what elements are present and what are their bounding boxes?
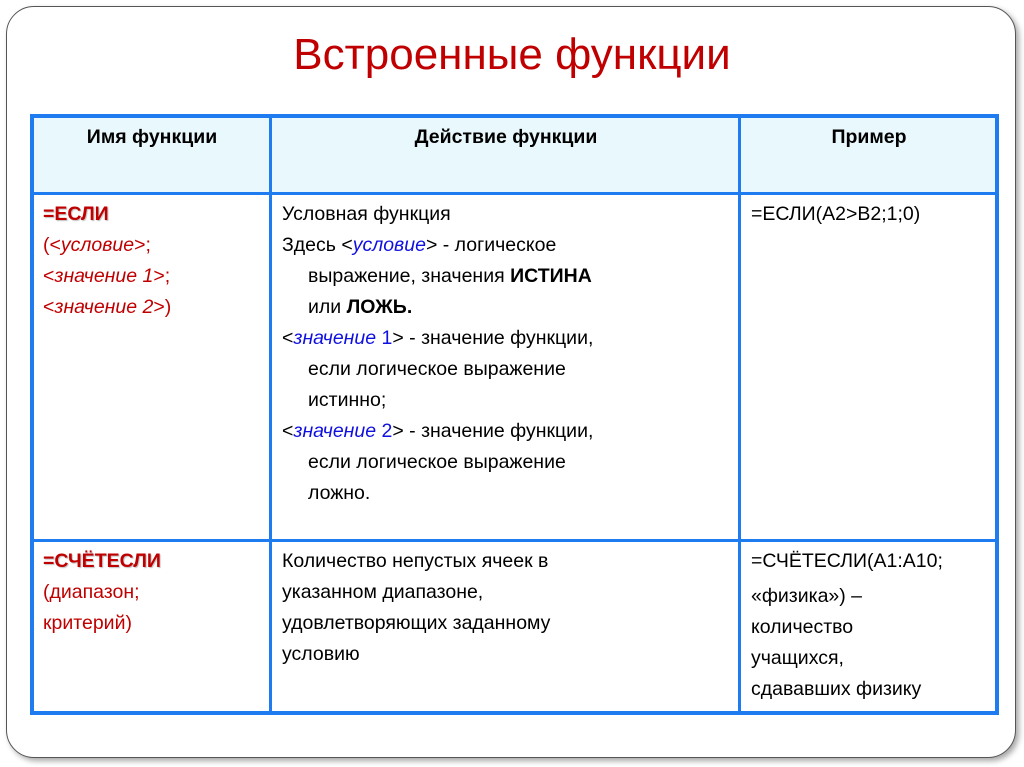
desc-line: указанном диапазоне, xyxy=(282,581,484,603)
function-arg: критерий) xyxy=(43,612,132,634)
desc-line: если логическое выражение xyxy=(308,358,566,380)
desc-line: условию xyxy=(282,643,360,665)
desc-line: или ЛОЖЬ. xyxy=(308,296,413,318)
example-line: учащихся, xyxy=(751,647,844,669)
desc-line: ложно. xyxy=(308,482,371,504)
function-arg: (<условие>; xyxy=(43,234,151,256)
example-line: =СЧЁТЕСЛИ(А1:А10; xyxy=(751,550,943,572)
example-line: количество xyxy=(751,616,854,638)
desc-line: <значение 2> - значение функции, xyxy=(282,420,594,442)
header-name: Имя функции xyxy=(32,116,271,194)
desc-line: выражение, значения ИСТИНА xyxy=(308,265,592,287)
desc-line: Условная функция xyxy=(282,203,451,225)
desc-line: если логическое выражение xyxy=(308,451,566,473)
desc-line: удовлетворяющих заданному xyxy=(282,612,551,634)
function-example: =ЕСЛИ(А2>В2;1;0) xyxy=(740,194,998,541)
example-line: «физика») – xyxy=(751,585,863,607)
function-name-cell xyxy=(32,194,271,541)
functions-table xyxy=(30,114,999,715)
table-row xyxy=(32,541,997,714)
desc-line: Здесь <условие> - логическое xyxy=(282,234,557,256)
function-arg: <значение 2>) xyxy=(43,296,172,318)
header-action: Действие функции xyxy=(271,116,740,194)
slide-title: Встроенные функции xyxy=(293,30,731,79)
function-name-cell xyxy=(32,541,271,714)
function-name: =ЕСЛИ xyxy=(43,203,109,225)
header-example: Пример xyxy=(740,116,998,194)
example-line: сдававших физику xyxy=(751,678,922,700)
desc-line: Количество непустых ячеек в xyxy=(282,550,549,572)
desc-line: <значение 1> - значение функции, xyxy=(282,327,594,349)
function-name: =СЧЁТЕСЛИ xyxy=(43,550,161,572)
function-description xyxy=(271,541,740,714)
function-arg: <значение 1>; xyxy=(43,265,171,287)
desc-line: истинно; xyxy=(308,389,387,411)
table-header-row xyxy=(32,116,997,194)
function-example xyxy=(740,541,998,714)
function-arg: (диапазон; xyxy=(43,581,140,603)
function-description xyxy=(271,194,740,541)
table-row xyxy=(32,194,997,541)
